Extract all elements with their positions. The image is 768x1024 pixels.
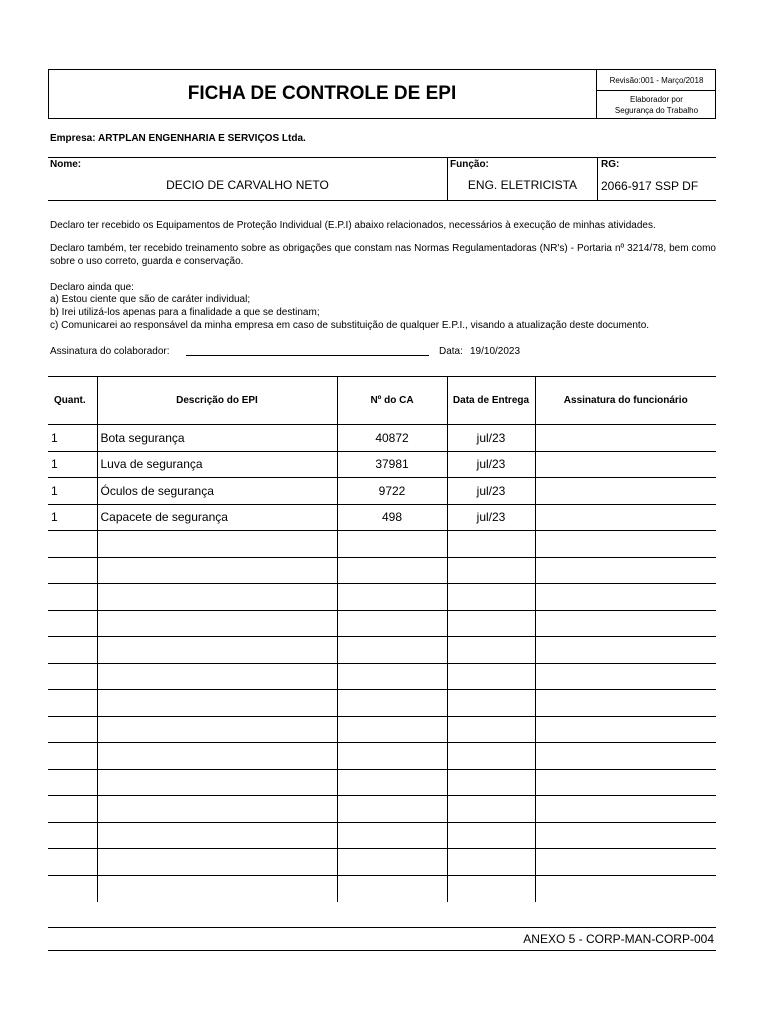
declaration-paragraph-2: Declaro também, ter recebido treinamento sobre as obrigações que constam nas Normas Regulamentadoras (NR's) - Portaria nº 3214/78, bem como sobre o uso correto, guarda e conservação. [50,243,716,267]
cell-signature[interactable] [535,796,716,823]
cell-delivery-date[interactable] [447,663,535,690]
role-value: ENG. ELETRICISTA [467,178,578,192]
cell-signature[interactable] [535,769,716,796]
cell-description[interactable] [97,690,337,717]
cell-delivery-date: jul/23 [447,504,535,531]
header-qty: Quant. [48,377,97,425]
empty-table-row [48,584,716,611]
table-row [48,504,716,531]
cell-ca-number[interactable] [337,557,447,584]
declaration-item-a: a) Estou ciente que são de caráter individual; [50,294,251,305]
company-line: Empresa: ARTPLAN ENGENHARIA E SERVIÇOS Ltda. [50,133,306,144]
cell-signature[interactable] [535,610,716,637]
empty-table-row [48,690,716,717]
cell-qty[interactable] [48,796,97,823]
cell-signature[interactable] [535,690,716,717]
cell-description[interactable] [97,716,337,743]
cell-delivery-date[interactable] [447,796,535,823]
cell-ca-number: 498 [337,504,447,531]
cell-qty[interactable] [48,610,97,637]
cell-qty[interactable] [48,769,97,796]
cell-description[interactable] [97,610,337,637]
cell-qty[interactable] [48,690,97,717]
rg-label: RG: [601,159,620,170]
cell-delivery-date[interactable] [447,557,535,584]
empty-table-row [48,743,716,770]
cell-description[interactable] [97,743,337,770]
cell-qty: 1 [48,451,97,478]
empty-table-row [48,875,716,902]
cell-ca-number[interactable] [337,716,447,743]
cell-delivery-date[interactable] [447,875,535,902]
cell-description[interactable] [97,822,337,849]
cell-delivery-date[interactable] [447,743,535,770]
cell-ca-number[interactable] [337,663,447,690]
cell-ca-number[interactable] [337,637,447,664]
cell-signature[interactable] [535,425,716,452]
header-delivery-date: Data de Entrega [447,377,535,425]
epi-table [48,376,716,902]
cell-description: Capacete de segurança [97,504,337,531]
cell-description: Óculos de segurança [97,478,337,505]
cell-ca-number[interactable] [337,769,447,796]
signature-label: Assinatura do colaborador: [50,346,170,357]
elaborator-block [597,91,716,119]
empty-table-row [48,610,716,637]
cell-description[interactable] [97,531,337,558]
cell-delivery-date[interactable] [447,637,535,664]
revision-text: Revisão:001 - Março/2018 [609,75,704,85]
cell-delivery-date: jul/23 [447,478,535,505]
cell-signature[interactable] [535,451,716,478]
empty-table-row [48,637,716,664]
cell-qty[interactable] [48,584,97,611]
elaborator-line2: Segurança do Trabalho [614,106,699,115]
empty-table-row [48,796,716,823]
cell-ca-number[interactable] [337,584,447,611]
cell-ca-number[interactable] [337,849,447,876]
cell-description: Luva de segurança [97,451,337,478]
cell-description: Bota segurança [97,425,337,452]
cell-signature[interactable] [535,743,716,770]
cell-description[interactable] [97,849,337,876]
employee-row-top-border [48,157,716,158]
cell-description[interactable] [97,584,337,611]
cell-ca-number[interactable] [337,690,447,717]
name-value: DECIO DE CARVALHO NETO [166,178,329,192]
cell-description[interactable] [97,875,337,902]
cell-signature[interactable] [535,504,716,531]
cell-ca-number[interactable] [337,743,447,770]
empty-table-row [48,557,716,584]
employee-row-divider-2 [597,157,598,200]
cell-qty[interactable] [48,637,97,664]
cell-ca-number: 37981 [337,451,447,478]
footer-annex: ANEXO 5 - CORP-MAN-CORP-004 [48,927,716,951]
cell-signature[interactable] [535,849,716,876]
cell-delivery-date[interactable] [447,822,535,849]
table-header-row [48,377,716,425]
cell-qty[interactable] [48,849,97,876]
cell-signature[interactable] [535,822,716,849]
cell-delivery-date[interactable] [447,716,535,743]
empty-table-row [48,822,716,849]
name-label: Nome: [50,159,82,170]
cell-delivery-date[interactable] [447,849,535,876]
cell-signature[interactable] [535,478,716,505]
table-row [48,451,716,478]
cell-qty[interactable] [48,822,97,849]
cell-description[interactable] [97,796,337,823]
empty-rows [48,531,716,902]
header-description: Descrição do EPI [97,377,337,425]
cell-ca-number: 9722 [337,478,447,505]
date-label: Data: [439,346,463,357]
date-value: 19/10/2023 [470,346,521,357]
cell-qty: 1 [48,425,97,452]
cell-ca-number: 40872 [337,425,447,452]
empty-table-row [48,769,716,796]
cell-signature[interactable] [535,557,716,584]
cell-description[interactable] [97,637,337,664]
cell-qty: 1 [48,504,97,531]
empty-table-row [48,716,716,743]
cell-delivery-date: jul/23 [447,451,535,478]
table-row [48,425,716,452]
cell-description[interactable] [97,769,337,796]
declaration-item-b: b) Irei utilizá-los apenas para a finalidade a que se destinam; [50,307,320,318]
cell-qty[interactable] [48,557,97,584]
cell-delivery-date[interactable] [447,610,535,637]
role-label: Função: [450,159,489,170]
cell-ca-number[interactable] [337,875,447,902]
header-ca-number: Nº do CA [337,377,447,425]
document-title: FICHA DE CONTROLE DE EPI [187,83,457,104]
cell-delivery-date[interactable] [447,769,535,796]
employee-row-bottom-border [48,200,716,201]
cell-qty: 1 [48,478,97,505]
cell-qty[interactable] [48,716,97,743]
cell-description[interactable] [97,663,337,690]
declaration-paragraph-1: Declaro ter recebido os Equipamentos de Proteção Individual (E.P.I) abaixo relacionados, necessários à execução de minhas atividades. [50,220,656,231]
elaborator-line1: Elaborador por [630,95,683,104]
cell-qty[interactable] [48,531,97,558]
cell-ca-number[interactable] [337,822,447,849]
cell-ca-number[interactable] [337,610,447,637]
cell-delivery-date: jul/23 [447,425,535,452]
table-row [48,478,716,505]
cell-signature[interactable] [535,875,716,902]
cell-signature[interactable] [535,716,716,743]
cell-signature[interactable] [535,637,716,664]
empty-table-row [48,849,716,876]
declaration-intro: Declaro ainda que: [50,282,134,293]
cell-qty[interactable] [48,663,97,690]
declaration-item-c: c) Comunicarei ao responsável da minha empresa em caso de substituição de qualquer E.P.I., visando a atualização deste documento. [50,320,650,331]
cell-signature[interactable] [535,584,716,611]
cell-ca-number[interactable] [337,796,447,823]
cell-signature[interactable] [535,663,716,690]
empty-table-row [48,531,716,558]
empty-table-row [48,663,716,690]
cell-signature[interactable] [535,531,716,558]
cell-delivery-date[interactable] [447,531,535,558]
cell-ca-number[interactable] [337,531,447,558]
signature-field[interactable] [186,355,429,356]
cell-description[interactable] [97,557,337,584]
header-employee-signature: Assinatura do funcionário [535,377,716,425]
cell-delivery-date[interactable] [447,690,535,717]
cell-qty[interactable] [48,743,97,770]
cell-delivery-date[interactable] [447,584,535,611]
rg-value: 2066-917 SSP DF [601,179,699,193]
cell-qty[interactable] [48,875,97,902]
